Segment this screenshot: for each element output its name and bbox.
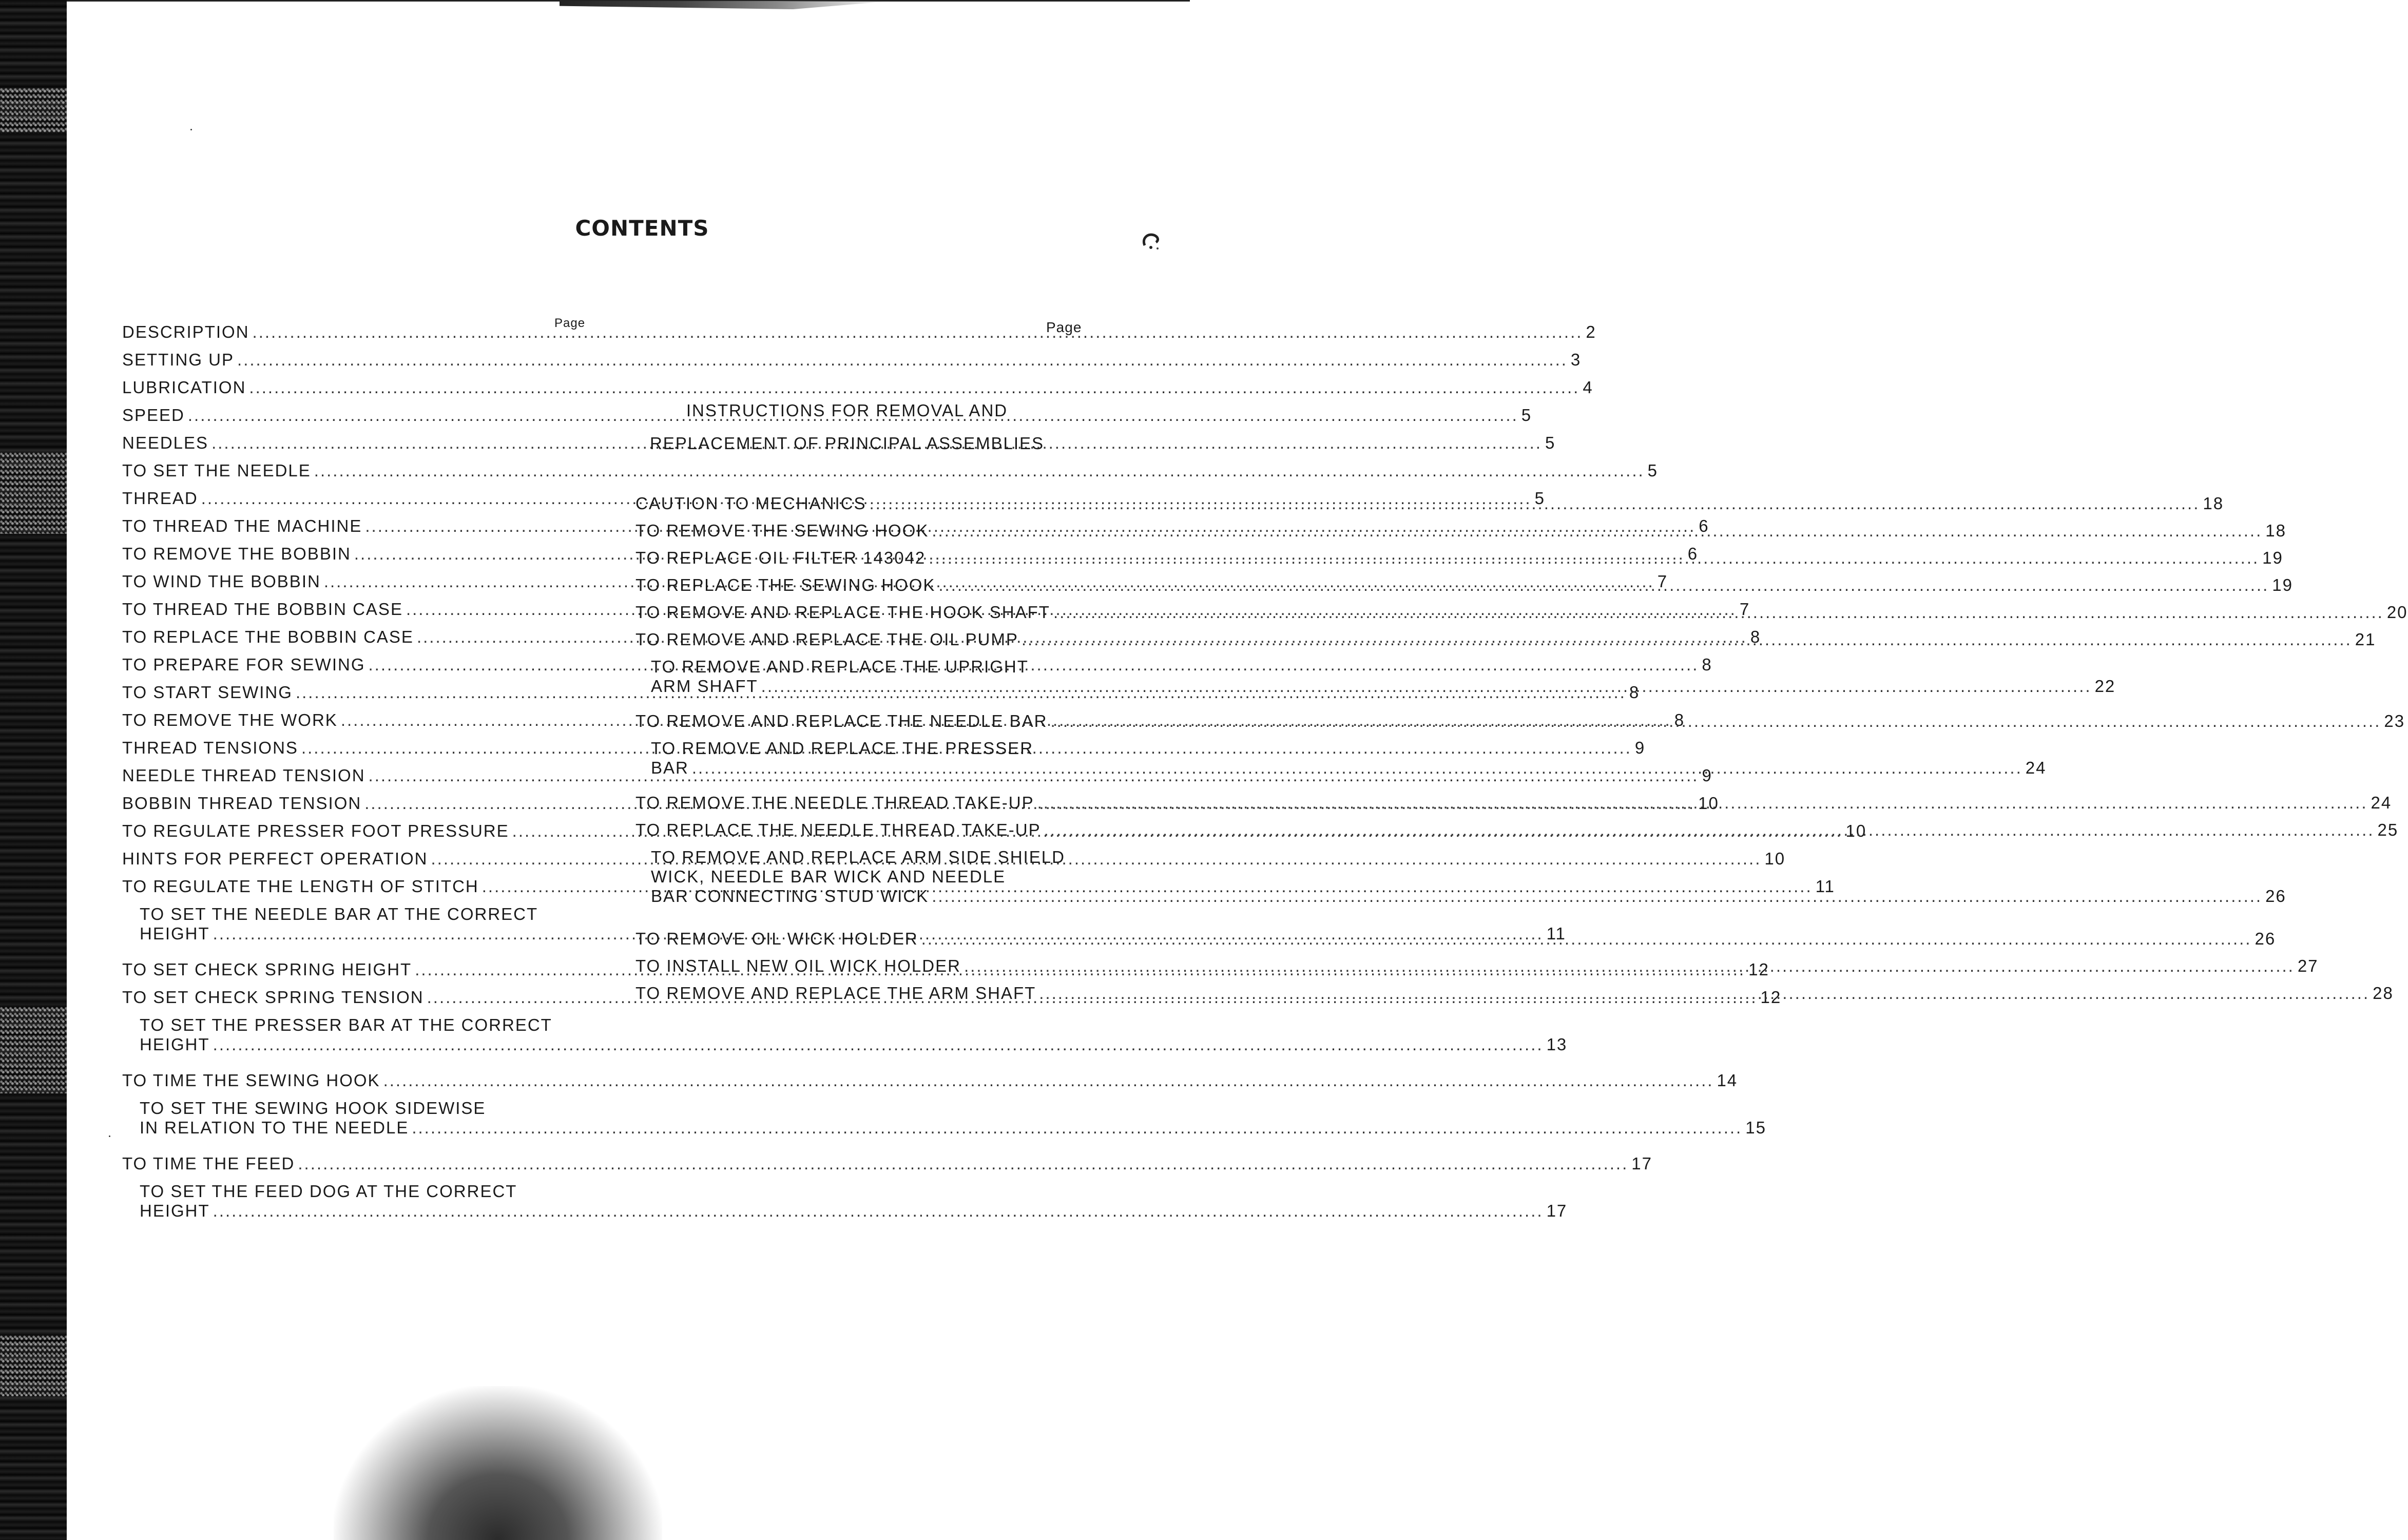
entry-label: TO REPLACE OIL FILTER 143042 — [635, 548, 926, 567]
dot-leader — [253, 322, 1583, 342]
dot-leader — [431, 849, 1762, 869]
entry-label: TO WIND THE BOBBIN — [122, 572, 321, 591]
dot-leader — [1022, 630, 2352, 649]
entry-page-number: 5 — [1521, 406, 1532, 425]
entry-label-line: TO REMOVE AND REPLACE ARM SIDE SHIELD — [651, 848, 1065, 867]
entry-label: TO INSTALL NEW OIL WICK HOLDER — [635, 956, 961, 975]
entry-label-line: TO SET THE NEEDLE BAR AT THE CORRECT — [140, 904, 538, 923]
dot-leader — [1053, 603, 2384, 622]
entry-label: NEEDLE THREAD TENSION — [122, 766, 365, 785]
entry-label: BAR CONNECTING STUD WICK — [651, 887, 929, 906]
entry-label: NEEDLES — [122, 433, 209, 452]
dot-leader — [761, 677, 2092, 696]
right-page-column-header: Page — [1046, 319, 1082, 335]
contents-entry — [122, 1071, 1738, 1099]
entry-label: HEIGHT — [140, 1201, 210, 1220]
page-title: CONTENTS — [575, 216, 709, 241]
contents-entry — [635, 630, 2376, 657]
entry-label-line: TO REMOVE AND REPLACE THE PRESSER — [651, 739, 1034, 758]
entry-page-number: 24 — [2025, 758, 2047, 777]
scan-speck — [190, 129, 192, 130]
entry-label: TO REPLACE THE NEEDLE THREAD TAKE-UP — [635, 820, 1041, 839]
entry-page-number: 12 — [1760, 988, 1782, 1007]
dot-leader — [213, 1035, 1544, 1054]
entry-label: TO REGULATE PRESSER FOOT PRESSURE — [122, 821, 509, 840]
entry-page-number: 21 — [2355, 630, 2376, 649]
contents-entry — [635, 548, 2283, 575]
contents-entry — [635, 521, 2286, 548]
entry-page-number: 10 — [1764, 849, 1786, 868]
entry-page-number: 5 — [1534, 489, 1545, 508]
entry-page-number: 5 — [1545, 433, 1556, 452]
dot-leader — [383, 1071, 1714, 1090]
entry-label: TO SET CHECK SPRING HEIGHT — [122, 960, 412, 979]
dot-leader — [932, 887, 2262, 906]
entry-label: BAR — [651, 758, 689, 777]
entry-label: TO REMOVE AND REPLACE THE ARM SHAFT — [635, 984, 1036, 1003]
entry-label-line: TO SET THE PRESSER BAR AT THE CORRECT — [140, 1015, 552, 1034]
entry-page-number: 8 — [1702, 655, 1712, 674]
entry-label: TO REGULATE THE LENGTH OF STITCH — [122, 877, 479, 896]
dot-leader — [314, 461, 1645, 480]
entry-page-number: 25 — [2377, 820, 2399, 839]
scan-smudge — [560, 1, 893, 9]
entry-label-line: WICK, NEEDLE BAR WICK AND NEEDLE — [651, 867, 1006, 886]
contents-entry — [122, 1182, 1568, 1237]
entry-page-number: 15 — [1745, 1118, 1766, 1137]
entry-label: TO START SEWING — [122, 683, 293, 702]
contents-entry — [122, 378, 1593, 406]
entry-page-number: 28 — [2373, 984, 2394, 1003]
entry-label-line: TO SET THE SEWING HOOK SIDEWISE — [140, 1099, 486, 1118]
assemblies-section-heading — [631, 394, 1063, 460]
entry-page-number: 23 — [2384, 711, 2405, 730]
assemblies-heading-line-1: INSTRUCTIONS FOR REMOVAL AND — [686, 401, 1008, 420]
entry-label: ARM SHAFT — [651, 677, 758, 696]
contents-entry — [635, 575, 2293, 603]
entry-page-number: 20 — [2386, 603, 2408, 622]
entry-label: TO REMOVE THE SEWING HOOK — [635, 521, 929, 540]
entry-page-number: 18 — [2203, 494, 2224, 513]
entry-label: SETTING UP — [122, 350, 235, 369]
entry-label: TO REMOVE THE BOBBIN — [122, 544, 351, 563]
entry-page-number: 6 — [1687, 544, 1699, 563]
entry-page-number: 26 — [2255, 929, 2276, 948]
entry-page-number: 8 — [1629, 683, 1640, 702]
entry-label: TO SET CHECK SPRING TENSION — [122, 988, 424, 1007]
entry-page-number: 2 — [1586, 322, 1596, 341]
entry-label: TO REMOVE THE WORK — [122, 710, 338, 729]
dot-leader — [932, 521, 2262, 541]
dot-leader — [1050, 711, 2381, 731]
entry-page-number: 17 — [1546, 1201, 1568, 1220]
entry-page-number: 8 — [1750, 627, 1761, 646]
entry-label: TO REPLACE THE SEWING HOOK — [635, 575, 936, 594]
entry-page-number: 9 — [1702, 766, 1712, 785]
entry-label: HEIGHT — [140, 924, 210, 943]
entry-page-number: 14 — [1717, 1071, 1738, 1090]
dot-leader — [213, 1201, 1544, 1220]
dot-leader — [921, 929, 2252, 949]
entry-label: TO SET THE NEEDLE — [122, 461, 311, 480]
entry-page-number: 11 — [1815, 877, 1835, 896]
entry-page-number: 8 — [1674, 710, 1685, 729]
entry-page-number: 10 — [1845, 821, 1867, 840]
dot-leader — [1037, 793, 2368, 813]
entry-label: THREAD — [122, 489, 198, 508]
entry-label: TO TIME THE SEWING HOOK — [122, 1071, 380, 1090]
entry-page-number: 18 — [2265, 521, 2286, 540]
entry-label: THREAD TENSIONS — [122, 738, 298, 757]
entry-label: TO REMOVE THE NEEDLE THREAD TAKE-UP — [635, 793, 1034, 812]
entry-label-line: TO REMOVE AND REPLACE THE UPRIGHT — [651, 657, 1029, 676]
entry-label: DESCRIPTION — [122, 322, 249, 341]
dot-leader — [298, 1154, 1628, 1173]
entry-label: HINTS FOR PERFECT OPERATION — [122, 849, 428, 868]
contents-entry — [635, 711, 2405, 739]
entry-page-number: 19 — [2262, 548, 2283, 567]
entry-page-number: 7 — [1657, 572, 1668, 591]
entry-label: CAUTION TO MECHANICS — [635, 494, 866, 513]
entry-page-number: 11 — [1546, 924, 1566, 943]
assemblies-heading-line-2: REPLACEMENT OF PRINCIPAL ASSEMBLIES — [649, 434, 1045, 453]
dot-leader — [938, 575, 2269, 595]
dot-leader — [237, 350, 1568, 370]
entry-label: TO THREAD THE MACHINE — [122, 516, 362, 535]
entry-label: TO REMOVE AND REPLACE THE HOOK SHAFT — [635, 603, 1050, 622]
entry-label: TO REPLACE THE BOBBIN CASE — [122, 627, 414, 646]
entry-page-number: 4 — [1583, 378, 1593, 397]
contents-entry — [122, 1015, 1568, 1071]
entry-label: BOBBIN THREAD TENSION — [122, 794, 362, 813]
entry-page-number: 7 — [1739, 600, 1750, 619]
dot-leader — [412, 1118, 1742, 1137]
entry-label: TO TIME THE FEED — [122, 1154, 295, 1173]
dot-leader — [870, 494, 2200, 513]
entry-label-line: TO SET THE FEED DOG AT THE CORRECT — [140, 1182, 517, 1201]
contents-entry — [635, 657, 2116, 711]
entry-label: LUBRICATION — [122, 378, 246, 397]
left-page-column-header: Page — [554, 316, 586, 330]
entry-page-number: 17 — [1631, 1154, 1652, 1173]
entry-label: TO PREPARE FOR SEWING — [122, 655, 365, 674]
entry-page-number: 12 — [1748, 960, 1769, 979]
contents-entry — [122, 1154, 1652, 1182]
entry-label: TO REMOVE AND REPLACE THE OIL PUMP — [635, 630, 1018, 649]
entry-page-number: 10 — [1698, 794, 1719, 813]
entry-page-number: 26 — [2265, 887, 2286, 906]
entry-label: TO THREAD THE BOBBIN CASE — [122, 600, 403, 619]
entry-page-number: 27 — [2297, 956, 2319, 975]
contents-entry — [635, 603, 2408, 630]
entry-page-number: 13 — [1546, 1035, 1568, 1054]
entry-page-number: 19 — [2272, 575, 2293, 594]
entry-page-number: 3 — [1570, 350, 1582, 369]
entry-label: TO REMOVE OIL WICK HOLDER — [635, 929, 918, 948]
scan-speck — [109, 1135, 110, 1137]
dot-leader — [1039, 984, 2370, 1003]
entry-page-number: 22 — [2094, 677, 2116, 696]
entry-label: SPEED — [122, 406, 185, 425]
entry-page-number: 5 — [1647, 461, 1659, 480]
entry-label: HEIGHT — [140, 1035, 210, 1054]
dot-leader — [964, 956, 2295, 976]
contents-entry — [635, 494, 2224, 521]
contents-entry — [122, 1099, 1766, 1154]
entry-page-number: 24 — [2371, 793, 2392, 812]
dot-leader — [1044, 820, 2375, 840]
contents-entry — [122, 461, 1659, 489]
entry-label: TO REMOVE AND REPLACE THE NEEDLE BAR — [635, 711, 1048, 730]
entry-page-number: 6 — [1699, 516, 1709, 535]
dot-leader — [929, 548, 2259, 568]
contents-entry — [635, 739, 2047, 793]
dot-leader — [692, 758, 2022, 777]
contents-entry — [122, 350, 1582, 378]
entry-label: IN RELATION TO THE NEEDLE — [140, 1118, 409, 1137]
entry-page-number: 9 — [1634, 738, 1646, 757]
scan-blot — [334, 1386, 662, 1540]
